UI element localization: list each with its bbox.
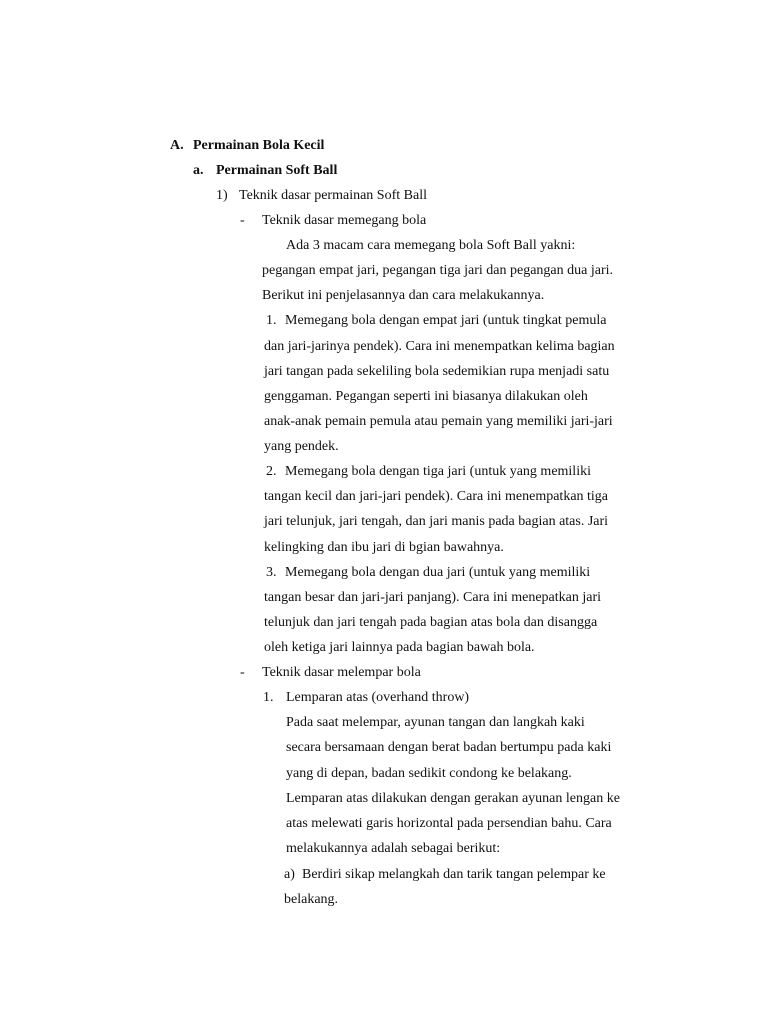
throw-1-line: Lemparan atas dilakukan dengan gerakan ayunan lengan ke xyxy=(286,791,620,806)
grip-1-line: genggaman. Pegangan seperti ini biasanya dilakukan oleh xyxy=(264,389,588,404)
dash-1-title: Teknik dasar memegang bola xyxy=(262,213,427,228)
step-a-marker: a) xyxy=(284,867,295,882)
item-1-title: Teknik dasar permainan Soft Ball xyxy=(239,188,427,203)
section-a-title: Permainan Bola Kecil xyxy=(193,138,325,153)
grip-1-line: yang pendek. xyxy=(264,439,339,454)
item-1-marker: 1) xyxy=(216,188,228,203)
throw-1-title: Lemparan atas (overhand throw) xyxy=(286,690,470,705)
grip-3-line: tangan besar dan jari-jari panjang). Cara ini menepatkan jari xyxy=(264,590,602,605)
dash-2-title: Teknik dasar melempar bola xyxy=(262,665,421,680)
grip-2-line: tangan kecil dan jari-jari pendek). Cara ini menempatkan tiga xyxy=(264,489,609,504)
grip-1-line: dan jari-jarinya pendek). Cara ini menempatkan kelima bagian xyxy=(264,339,615,354)
grip-1-line: jari tangan pada sekeliling bola sedemikian rupa menjadi satu xyxy=(264,364,610,379)
throw-1-line: atas melewati garis horizontal pada persendian bahu. Cara xyxy=(286,816,612,831)
grip-3-first-line: Memegang bola dengan dua jari (untuk yang memiliki xyxy=(285,565,591,580)
intro-line: pegangan empat jari, pegangan tiga jari dan pegangan dua jari. xyxy=(262,263,614,278)
grip-3-marker: 3. xyxy=(266,565,277,580)
throw-1-line: yang di depan, badan sedikit condong ke belakang. xyxy=(286,766,572,781)
throw-1-line: melakukannya adalah sebagai berikut: xyxy=(286,841,501,856)
grip-2-line: kelingking dan ibu jari di bgian bawahnya. xyxy=(264,540,504,555)
intro-line: Ada 3 macam cara memegang bola Soft Ball yakni: xyxy=(286,238,576,253)
grip-1-first-line: Memegang bola dengan empat jari (untuk tingkat pemula xyxy=(285,313,607,328)
step-a-line: belakang. xyxy=(284,892,339,907)
grip-2-first-line: Memegang bola dengan tiga jari (untuk yang memiliki xyxy=(285,464,591,479)
grip-2-marker: 2. xyxy=(266,464,277,479)
dash-2-marker: - xyxy=(240,665,245,680)
sub-a-title: Permainan Soft Ball xyxy=(216,163,338,178)
grip-1-line: anak-anak pemain pemula atau pemain yang memiliki jari-jari xyxy=(264,414,613,429)
throw-1-marker: 1. xyxy=(263,690,274,705)
dash-1-marker: - xyxy=(240,213,245,228)
throw-1-line: Pada saat melempar, ayunan tangan dan langkah kaki xyxy=(286,715,585,730)
grip-3-line: oleh ketiga jari lainnya pada bagian bawah bola. xyxy=(264,640,535,655)
sub-a-marker: a. xyxy=(193,163,204,178)
grip-3-line: telunjuk dan jari tengah pada bagian atas bola dan disangga xyxy=(264,615,598,630)
section-a-marker: A. xyxy=(170,138,184,153)
grip-1-marker: 1. xyxy=(266,313,277,328)
grip-2-line: jari telunjuk, jari tengah, dan jari manis pada bagian atas. Jari xyxy=(264,514,609,529)
intro-line: Berikut ini penjelasannya dan cara melakukannya. xyxy=(262,288,545,303)
step-a-first-line: Berdiri sikap melangkah dan tarik tangan pelempar ke xyxy=(302,867,606,882)
throw-1-line: secara bersamaan dengan berat badan bertumpu pada kaki xyxy=(286,740,612,755)
